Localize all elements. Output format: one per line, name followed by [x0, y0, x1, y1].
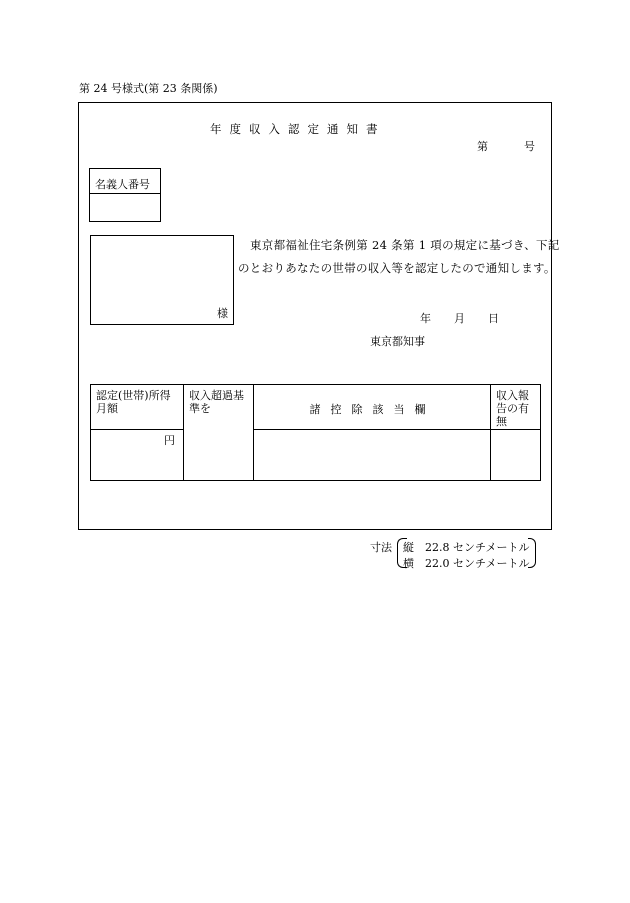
addressee-honorific: 様 [217, 307, 228, 320]
document-number-label: 第 [477, 140, 488, 153]
report-header-line2: 告の有 [496, 402, 529, 415]
date-day: 日 [488, 312, 499, 325]
dimensions-vertical: 縦 22.8 センチメートル [403, 541, 530, 554]
dimensions-horizontal: 横 22.0 センチメートル [403, 557, 530, 570]
nominee-number-divider [89, 193, 161, 194]
over-limit-header-line2: 準を [189, 402, 211, 415]
date-month: 月 [454, 312, 465, 325]
document-number-suffix: 号 [524, 140, 535, 153]
table-header-row [91, 385, 541, 430]
over-limit-header-line1: 収入超過基 [189, 389, 244, 402]
report-header-line1: 収入報 [496, 389, 529, 402]
certified-income-header-line1: 認定(世帯)所得 [96, 389, 171, 402]
over-limit-header [184, 385, 254, 481]
income-table [90, 384, 541, 481]
deductions-header: 諸控除該当欄 [254, 385, 491, 430]
document-title: 年度収入認定通知書 [210, 122, 386, 136]
certified-income-header-line2: 月額 [96, 402, 118, 415]
certified-income-value: 円 [91, 430, 184, 481]
report-header-line3: 無 [496, 415, 507, 428]
dimensions-label: 寸法 [370, 541, 392, 554]
form-number: 第 24 号様式(第 23 条関係) [79, 82, 218, 95]
addressee-box [90, 235, 234, 325]
notice-text: 東京都福祉住宅条例第 24 条第 1 項の規定に基づき、下記のとおりあなたの世帯の収入等を認定したので通知します。 [238, 238, 560, 275]
table-row [91, 430, 541, 481]
certified-income-header [91, 385, 184, 430]
date-year: 年 [420, 312, 431, 325]
report-header [491, 385, 541, 430]
dimensions-right-brace [528, 538, 536, 568]
deductions-value [254, 430, 491, 481]
issuer-name: 東京都知事 [370, 335, 425, 348]
report-value [491, 430, 541, 481]
nominee-number-label: 名義人番号 [95, 178, 150, 191]
